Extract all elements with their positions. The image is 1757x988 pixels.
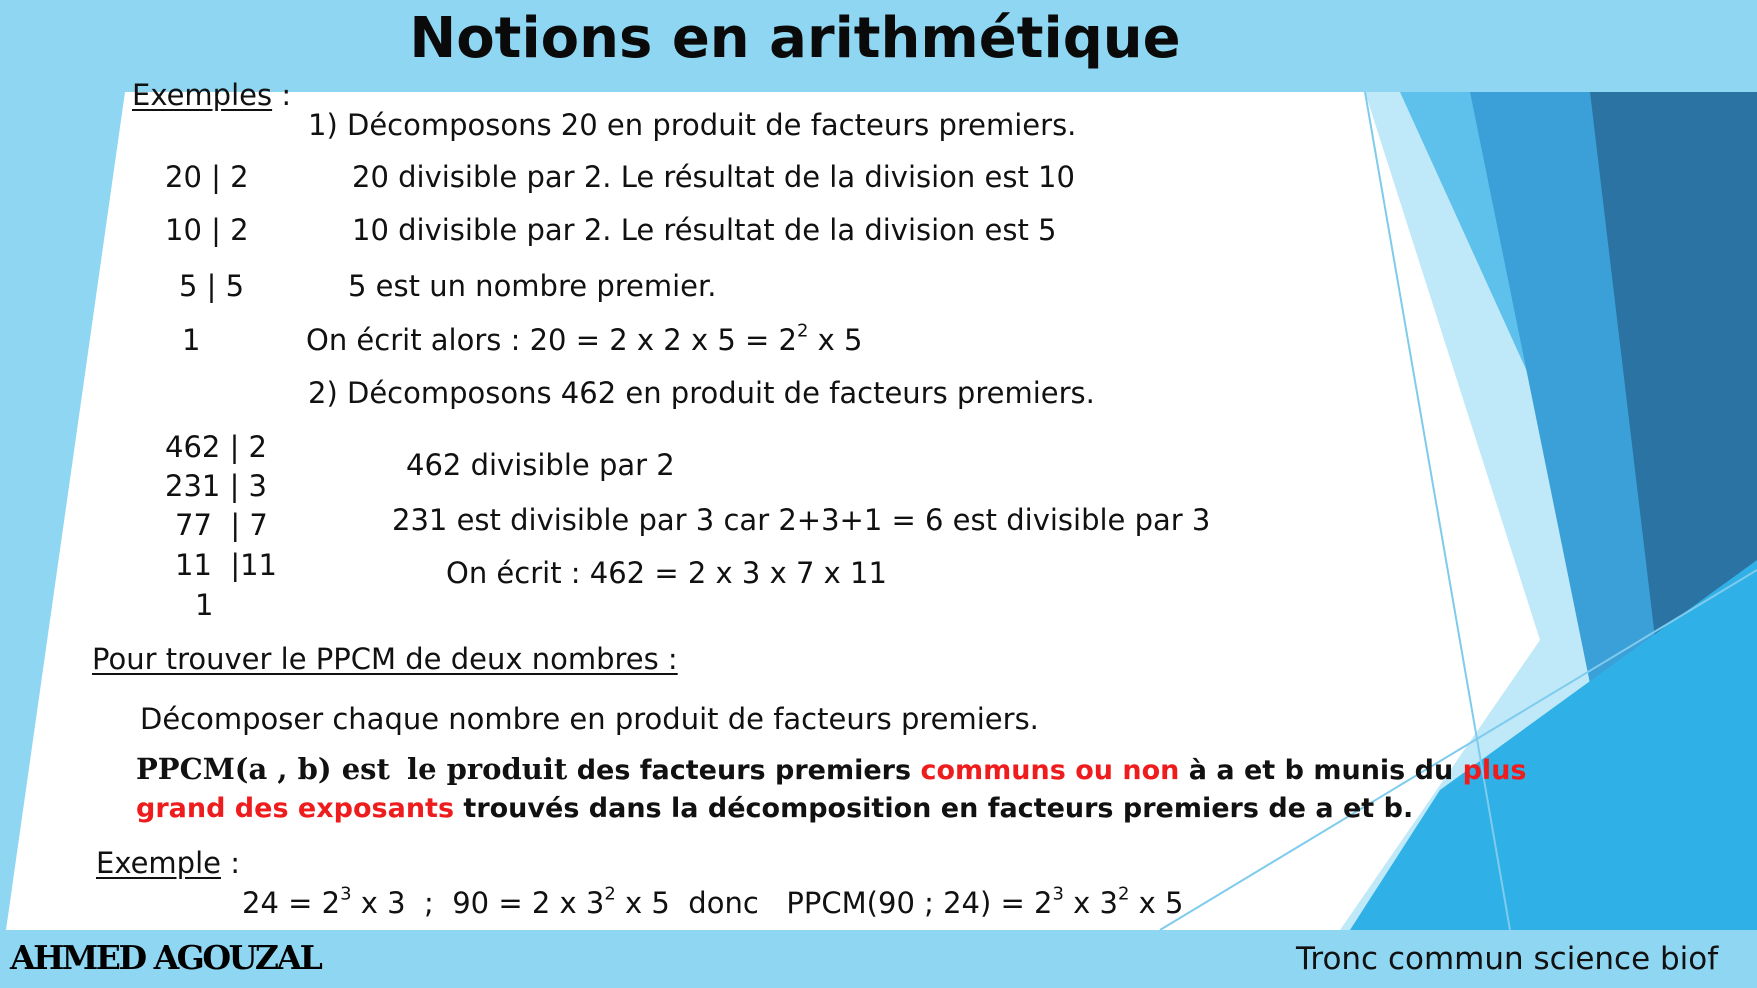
- slide-title: Notions en arithmétique: [409, 6, 1181, 71]
- ppcm-definition-line1: [136, 752, 1526, 786]
- ex2-line: 231 est divisible par 3 car 2+3+1 = 6 est divisible par 3: [392, 503, 1211, 537]
- ppcm-def-highlight: communs ou non: [920, 755, 1180, 786]
- ex2-table-row: 1: [195, 588, 214, 622]
- exponent: 3: [1052, 883, 1064, 905]
- course-name: Tronc commun science biof: [1296, 941, 1719, 977]
- ppcm-step: Décomposer chaque nombre en produit de facteurs premiers.: [140, 702, 1039, 736]
- ppcm-definition-line2: [136, 793, 1413, 824]
- ex1-line: 20 divisible par 2. Le résultat de la division est 10: [352, 160, 1075, 194]
- ppcm-heading: Pour trouver le PPCM de deux nombres :: [92, 642, 678, 676]
- ex1-table-row: 10 | 2: [165, 213, 249, 247]
- ppcm-def-highlight: plus: [1462, 755, 1527, 786]
- ex2-line: On écrit : 462 = 2 x 3 x 7 x 11: [446, 556, 887, 590]
- formula-text: x 3: [1063, 886, 1118, 920]
- exponent: 2: [1118, 883, 1130, 905]
- ex1-table-row: 20 | 2: [165, 160, 249, 194]
- example-label: Exemple: [96, 846, 221, 880]
- ppcm-def-text: trouvés dans la décomposition en facteurs premiers de a et b.: [454, 793, 1414, 824]
- ex1-line: 10 divisible par 2. Le résultat de la division est 5: [352, 213, 1057, 247]
- example-formula: [242, 883, 1184, 920]
- ex1-table-row: 1: [182, 323, 201, 357]
- ex2-table-row: 462 | 2: [165, 430, 268, 464]
- formula-text: x 5 donc PPCM(90 ; 24) = 2: [615, 886, 1053, 920]
- ppcm-def-highlight: grand des exposants: [136, 793, 455, 824]
- ppcm-def-text: à a et b munis du: [1179, 755, 1463, 786]
- exponent: 2: [604, 883, 616, 905]
- exponent: 2: [796, 320, 809, 342]
- conclusion-text: x 5: [808, 323, 863, 357]
- formula-text: x 3 ; 90 = 2 x 3: [351, 886, 605, 920]
- example-colon: :: [221, 846, 240, 880]
- ex2-heading: 2) Décomposons 462 en produit de facteurs premiers.: [308, 376, 1095, 410]
- ppcm-def-text: des facteurs premiers: [567, 755, 921, 786]
- ex2-table-row: 77 | 7: [175, 508, 268, 542]
- ex1-line: 5 est un nombre premier.: [348, 269, 717, 303]
- formula-text: 24 = 2: [242, 886, 341, 920]
- examples-heading: [132, 78, 291, 112]
- ex1-conclusion: [306, 320, 863, 357]
- ex1-heading: 1) Décomposons 20 en produit de facteurs premiers.: [308, 108, 1077, 142]
- examples-label: Exemples: [132, 78, 273, 112]
- ex2-line: 462 divisible par 2: [406, 448, 675, 482]
- ex2-table-row: 11 |11: [175, 548, 278, 582]
- example-heading: [96, 846, 240, 880]
- conclusion-text: On écrit alors : 20 = 2 x 2 x 5 = 2: [306, 323, 797, 357]
- examples-colon: :: [281, 78, 292, 112]
- ppcm-def-term: PPCM(a , b) est: [136, 752, 390, 786]
- ex1-table-row: 5 | 5: [179, 269, 245, 303]
- ex2-table-row: 231 | 3: [165, 469, 268, 503]
- ppcm-def-text: le produit: [407, 752, 568, 786]
- exponent: 3: [340, 883, 352, 905]
- author-name: AHMED AGOUZAL: [10, 938, 321, 977]
- formula-text: x 5: [1129, 886, 1184, 920]
